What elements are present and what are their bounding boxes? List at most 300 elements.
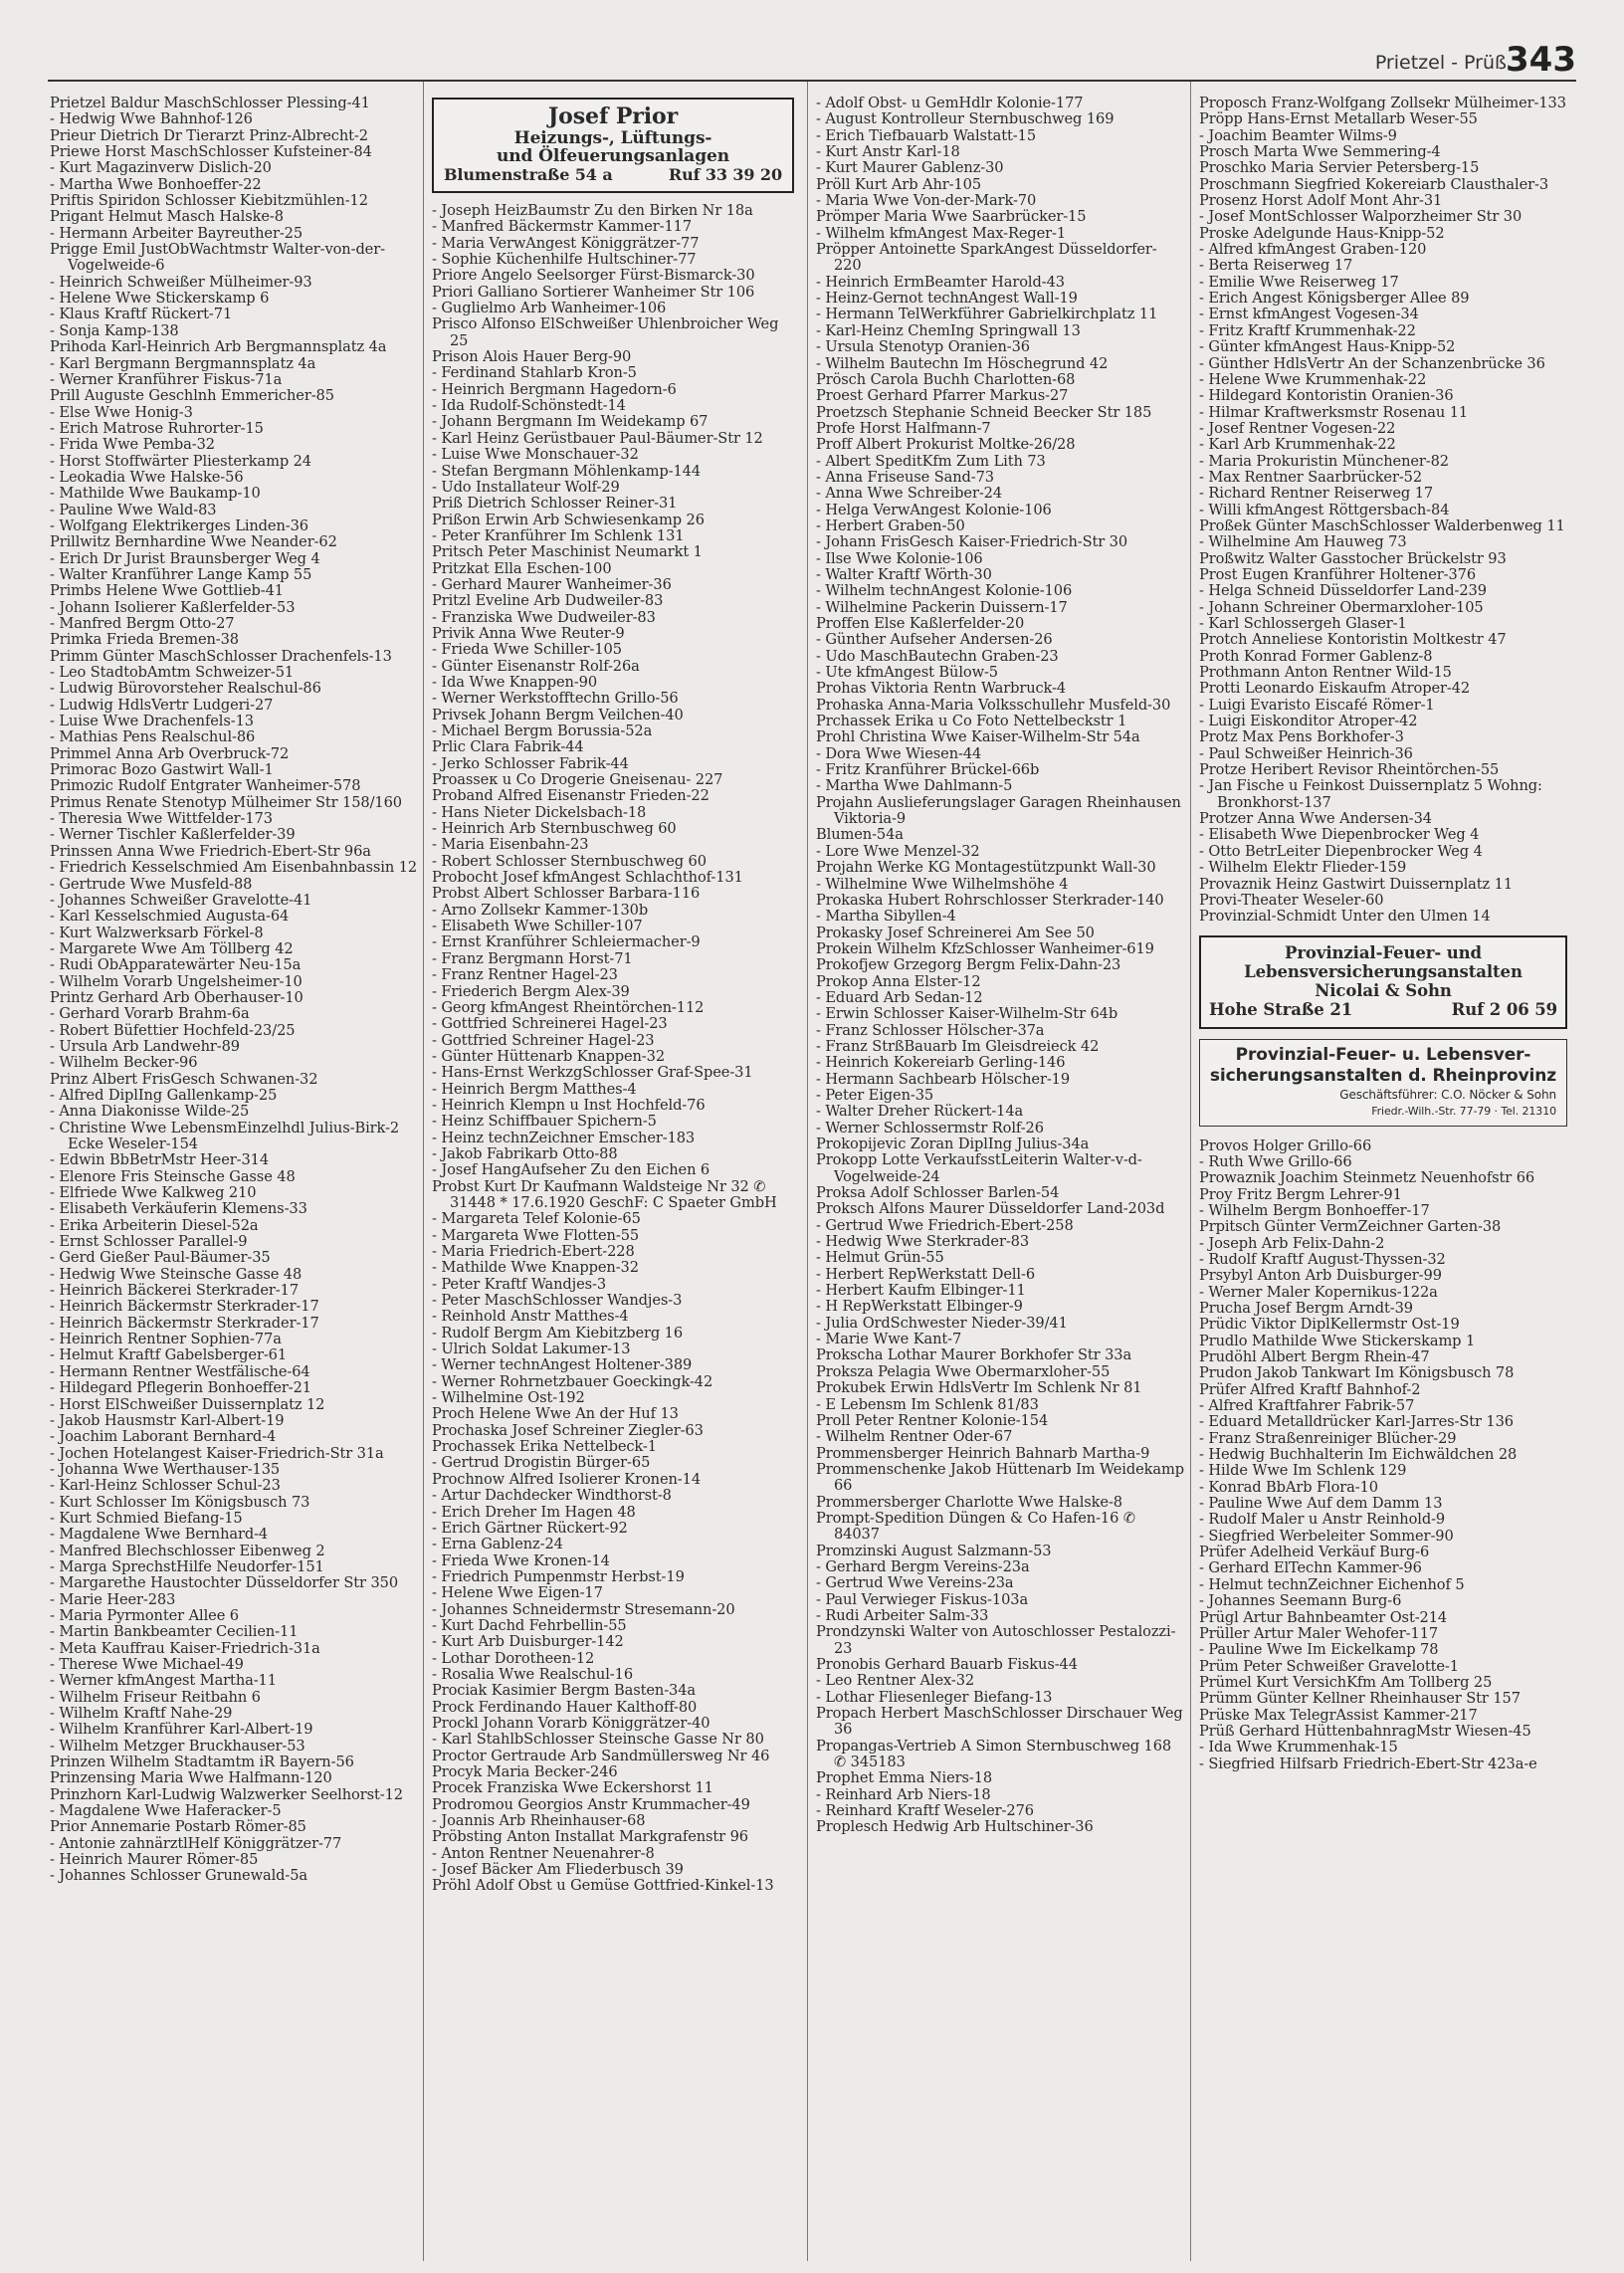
directory-entry: Pritsch Peter Maschinist Neumarkt 1: [432, 543, 703, 561]
directory-entry: Prokscha Lothar Maurer Borkhofer Str 33a: [816, 1346, 1132, 1364]
directory-entry: Primm Günter MaschSchlosser Drachenfels-13: [50, 647, 392, 665]
directory-entry: - Manfred Bäckermstr Kammer-117: [432, 218, 693, 236]
ad-line: Provinzial-Feuer- und: [1285, 942, 1482, 962]
directory-entry: - Ilse Wwe Kolonie-106: [816, 549, 983, 567]
directory-entry: - Gerhard Bergm Vereins-23a: [816, 1557, 1030, 1575]
directory-entry: - Jan Fische u Feinkost Duissernplatz 5 Wohng: Bronkhorst-137: [1199, 777, 1542, 811]
directory-entry: - Paul Verwieger Fiskus-103a: [816, 1590, 1029, 1608]
directory-entry: - Peter Eigen-35: [816, 1086, 934, 1104]
entry-list: [1199, 1138, 1567, 1772]
directory-entry: - Anna Diakonisse Wilde-25: [50, 1103, 250, 1121]
directory-entry: - Hermann TelWerkführer Gabrielkirchplatz 11: [816, 306, 1158, 323]
directory-entry: - Erich Matrose Ruhrorter-15: [50, 419, 264, 437]
directory-entry: Primbs Helene Wwe Gottlieb-41: [50, 582, 284, 600]
directory-entry: - Margareta Telef Kolonie-65: [432, 1210, 641, 1228]
directory-entry: - Kurt Walzwerksarb Förkel-8: [50, 924, 264, 941]
directory-entry: Probst Kurt Dr Kaufmann Waldsteige Nr 32 ✆ 31448 * 17.6.1920 GeschF: C Spaeter GmbH: [432, 1177, 777, 1211]
directory-entry: Proff Albert Prokurist Moltke-26/28: [816, 436, 1076, 454]
directory-entry: - Karl Kesselschmied Augusta-64: [50, 908, 290, 926]
directory-entry: - Maria Eisenbahn-23: [432, 836, 589, 854]
directory-entry: Prinz Albert FrisGesch Schwanen-32: [50, 1070, 318, 1088]
column-divider: [1190, 82, 1191, 2261]
directory-entry: - Gottfried Schreiner Hagel-23: [432, 1031, 655, 1049]
directory-entry: - Lothar Fliesenleger Biefang-13: [816, 1688, 1053, 1706]
directory-entry: - Luise Wwe Monschauer-32: [432, 446, 639, 464]
directory-entry: Primorac Bozo Gastwirt Wall-1: [50, 761, 274, 779]
directory-entry: Primozic Rudolf Entgrater Wanheimer-578: [50, 777, 361, 795]
directory-entry: Prost Eugen Kranführer Holtener-376: [1199, 565, 1477, 583]
directory-entry: Priewe Horst MaschSchlosser Kufsteiner-84: [50, 143, 372, 161]
directory-entry: - Ernst kfmAngest Vogesen-34: [1199, 306, 1419, 323]
directory-entry: Prüfer Alfred Kraftf Bahnhof-2: [1199, 1380, 1421, 1398]
directory-entry: Protch Anneliese Kontoristin Moltkestr 47: [1199, 631, 1507, 649]
directory-entry: Pröll Kurt Arb Ahr-105: [816, 175, 982, 193]
directory-entry: - Frieda Wwe Schiller-105: [432, 641, 622, 659]
directory-entry: Priori Galliano Sortierer Wanheimer Str 106: [432, 283, 755, 301]
directory-entry: - Ida Wwe Knappen-90: [432, 673, 598, 691]
directory-entry: Printz Gerhard Arb Oberhauser-10: [50, 988, 304, 1006]
directory-entry: Proctor Gertraude Arb Sandmüllersweg Nr 46: [432, 1747, 770, 1764]
directory-entry: - Gertrud Drogistin Bürger-65: [432, 1454, 651, 1472]
directory-entry: - Heinrich Schweißer Mülheimer-93: [50, 273, 312, 291]
directory-entry: - Ida Rudolf-Schönstedt-14: [432, 397, 626, 415]
directory-entry: - Heinz-Gernot technAngest Wall-19: [816, 290, 1078, 308]
directory-entry: - Günter Eisenanstr Rolf-26a: [432, 657, 640, 675]
directory-entry: Probocht Josef kfmAngest Schlachthof-131: [432, 869, 743, 887]
directory-entry: Proch Helene Wwe An der Huf 13: [432, 1405, 679, 1423]
directory-entry: - Konrad BbArb Flora-10: [1199, 1478, 1378, 1496]
directory-entry: - Heinrich Bäckermstr Sterkrader-17: [50, 1298, 319, 1316]
directory-entry: - Joachim Laborant Bernhard-4: [50, 1428, 277, 1446]
directory-entry: - Heinrich Bäckermstr Sterkrader-17: [50, 1314, 319, 1332]
directory-entry: Protzer Anna Wwe Andersen-34: [1199, 810, 1432, 828]
directory-entry: Protti Leonardo Eiskaufm Atroper-42: [1199, 680, 1471, 698]
directory-entry: Prohl Christina Wwe Kaiser-Wilhelm-Str 54a: [816, 728, 1140, 746]
directory-entry: - Gerd Gießer Paul-Bäumer-35: [50, 1249, 271, 1267]
directory-entry: Prüdic Viktor DiplKellermstr Ost-19: [1199, 1316, 1460, 1334]
running-head: Prietzel - Prüß: [1374, 52, 1507, 74]
directory-entry: - Friedrich Pumpenmstr Herbst-19: [432, 1567, 685, 1585]
column-divider: [423, 82, 424, 2261]
directory-entry: Prpitsch Günter VermZeichner Garten-38: [1199, 1218, 1502, 1236]
directory-entry: - Helga Schneid Düsseldorfer Land-239: [1199, 582, 1487, 600]
directory-entry: - Kurt Schmied Biefang-15: [50, 1509, 243, 1527]
directory-entry: - Heinrich Arb Sternbuschweg 60: [432, 820, 677, 838]
directory-entry: - Karl Schlossergeh Glaser-1: [1199, 615, 1407, 632]
directory-entry: - Werner Maler Kopernikus-122a: [1199, 1283, 1438, 1301]
directory-entry: Propangas-Vertrieb A Simon Sternbuschweg 168 ✆ 345183: [816, 1737, 1172, 1771]
directory-entry: - Manfred Blechschlosser Eibenweg 2: [50, 1542, 325, 1559]
directory-entry: - Stefan Bergmann Möhlenkamp-144: [432, 462, 702, 480]
directory-entry: - Horst ElSchweißer Duissernplatz 12: [50, 1395, 325, 1413]
directory-entry: Prudlo Mathilde Wwe Stickerskamp 1: [1199, 1332, 1476, 1349]
directory-entry: - Peter Kranführer Im Schlenk 131: [432, 526, 685, 544]
directory-entry: - Johann Isolierer Kaßlerfelder-53: [50, 598, 296, 616]
directory-entry: - Anna Wwe Schreiber-24: [816, 485, 1003, 503]
directory-entry: Prosenz Horst Adolf Mont Ahr-31: [1199, 192, 1443, 210]
directory-entry: - Frida Wwe Pemba-32: [50, 436, 215, 454]
directory-entry: - Karl StahlbSchlosser Steinsche Gasse Nr 80: [432, 1731, 764, 1749]
directory-entry: Prillwitz Bernhardine Wwe Neander-62: [50, 533, 337, 551]
ad-manager: Geschäftsführer: C.O. Nöcker & Sohn: [1339, 1087, 1556, 1102]
directory-entry: - Wolfgang Elektrikerges Linden-36: [50, 517, 308, 534]
directory-entry: Proske Adelgunde Haus-Knipp-52: [1199, 224, 1445, 242]
directory-entry: - Leo StadtobAmtm Schweizer-51: [50, 664, 295, 682]
directory-entry: - Wilhelm Rentner Oder-67: [816, 1428, 1013, 1446]
directory-entry: - Karl Arb Krummenhak-22: [1199, 436, 1396, 454]
directory-entry: - Manfred Bergm Otto-27: [50, 615, 235, 632]
directory-entry: - Maria Prokuristin Münchener-82: [1199, 452, 1449, 470]
directory-entry: - Karl Heinz Gerüstbauer Paul-Bäumer-Str 12: [432, 429, 763, 447]
directory-entry: Prinzensing Maria Wwe Halfmann-120: [50, 1769, 332, 1787]
directory-entry: - Arno Zollsekr Kammer-130b: [432, 901, 649, 919]
directory-entry: - Heinrich Bäckerei Sterkrader-17: [50, 1282, 300, 1300]
directory-entry: - Wilhelmine Ost-192: [432, 1389, 585, 1407]
entry-list: [1199, 96, 1567, 926]
directory-entry: - Erich Gärtner Rückert-92: [432, 1519, 628, 1537]
directory-entry: - Jakob Hausmstr Karl-Albert-19: [50, 1411, 285, 1429]
directory-entry: - Werner Werkstofftechn Grillo-56: [432, 690, 679, 708]
directory-entry: - Heinz technZeichner Emscher-183: [432, 1129, 696, 1146]
ad-line: Lebensversicherungsanstalten: [1244, 961, 1522, 981]
directory-entry: Proll Peter Rentner Kolonie-154: [816, 1411, 1049, 1429]
directory-entry: - Herbert Kaufm Elbinger-11: [816, 1282, 1026, 1300]
entry-list: [50, 96, 418, 1885]
directory-entry: - Siegfried Hilfsarb Friedrich-Ebert-Str 423a-e: [1199, 1755, 1537, 1772]
directory-entry: - Edwin BbBetrMstr Heer-314: [50, 1151, 270, 1169]
directory-entry: - Hans Nieter Dickelsbach-18: [432, 803, 647, 821]
directory-entry: Pröpper Antoinette SparkAngest Düsseldorfer-220: [816, 241, 1157, 275]
directory-entry: - Walter Kranführer Lange Kamp 55: [50, 565, 312, 583]
directory-entry: Prinzen Wilhelm Stadtamtm iR Bayern-56: [50, 1754, 354, 1771]
directory-entry: - Hans-Ernst WerkzgSchlosser Graf-Spee-31: [432, 1064, 753, 1082]
directory-entry: - Hermann Sachbearb Hölscher-19: [816, 1070, 1071, 1088]
directory-entry: Prüller Artur Maler Wehofer-117: [1199, 1624, 1439, 1642]
directory-entry: - Heinrich Rentner Sophien-77a: [50, 1331, 282, 1348]
directory-entry: - Peter MaschSchlosser Wandjes-3: [432, 1292, 683, 1310]
directory-entry: Profe Horst Halfmann-7: [816, 419, 991, 437]
directory-entry: - Rudi Arbeiter Salm-33: [816, 1606, 989, 1624]
directory-entry: - Willi kfmAngest Röttgersbach-84: [1199, 501, 1450, 518]
directory-entry: Prinzhorn Karl-Ludwig Walzwerker Seelhorst-12: [50, 1785, 403, 1803]
directory-entry: Prill Auguste Geschlnh Emmericher-85: [50, 387, 334, 405]
directory-entry: - Martin Bankbeamter Cecilien-11: [50, 1623, 299, 1641]
directory-entry: - Günther Aufseher Andersen-26: [816, 631, 1053, 649]
directory-entry: - Lothar Dorotheen-12: [432, 1649, 595, 1667]
directory-entry: - Maria Wwe Von-der-Mark-70: [816, 192, 1037, 210]
directory-entry: - Martha Sibyllen-4: [816, 908, 956, 926]
directory-entry: - Magdalene Wwe Haferacker-5: [50, 1802, 282, 1820]
directory-entry: - Robert Büfettier Hochfeld-23/25: [50, 1021, 296, 1039]
directory-entry: Pröhl Adolf Obst u Gemüse Gottfried-Kinkel-13: [432, 1877, 774, 1895]
directory-entry: - Pauline Wwe Wald-83: [50, 501, 217, 518]
directory-entry: - Walter Kraftf Wörth-30: [816, 565, 992, 583]
directory-entry: - Elisabeth Verkäuferin Klemens-33: [50, 1200, 307, 1218]
directory-entry: - Hermann Arbeiter Bayreuther-25: [50, 224, 304, 242]
directory-entry: - Mathilde Wwe Baukamp-10: [50, 485, 261, 503]
directory-entry: - Robert Schlosser Sternbuschweg 60: [432, 852, 707, 870]
directory-entry: - Rudolf Bergm Am Kiebitzberg 16: [432, 1324, 684, 1342]
directory-entry: Prokofjew Grzegorg Bergm Felix-Dahn-23: [816, 956, 1121, 974]
directory-entry: Protze Heribert Revisor Rheintörchen-55: [1199, 761, 1500, 779]
directory-entry: - Kurt Dachd Fehrbellin-55: [432, 1616, 627, 1634]
directory-entry: Proth Konrad Former Gablenz-8: [1199, 647, 1433, 665]
directory-entry: Prieur Dietrich Dr Tierarzt Prinz-Albrecht-2: [50, 126, 368, 144]
directory-entry: Proposch Franz-Wolfgang Zollsekr Mülheimer-133: [1199, 95, 1566, 111]
directory-entry: Prociak Kasimier Bergm Basten-34a: [432, 1682, 696, 1700]
directory-entry: - Alfred DiplIng Gallenkamp-25: [50, 1086, 278, 1104]
page-number: 343: [1506, 40, 1576, 80]
directory-entry: - Hilde Wwe Im Schlenk 129: [1199, 1462, 1407, 1480]
directory-entry: - Franz StrßBauarb Im Gleisdreieck 42: [816, 1037, 1100, 1055]
directory-entry: Prüm Peter Schweißer Gravelotte-1: [1199, 1657, 1459, 1675]
directory-entry: - Wilhelm Bergm Bonhoeffer-17: [1199, 1201, 1430, 1219]
directory-entry: Pritzkat Ella Eschen-100: [432, 559, 612, 577]
directory-entry: - Max Rentner Saarbrücker-52: [1199, 468, 1423, 486]
directory-entry: - Walter Dreher Rückert-14a: [816, 1103, 1024, 1121]
directory-entry: - Gerhard Vorarb Brahm-6a: [50, 1005, 250, 1023]
ad-address: Hohe Straße 21: [1209, 999, 1353, 1019]
ad-phone: Ruf 33 39 20: [668, 165, 782, 184]
directory-entry: Prohas Viktoria Rentn Warbruck-4: [816, 680, 1067, 698]
directory-entry: - Johannes Seemann Burg-6: [1199, 1592, 1402, 1610]
directory-entry: - Reinhold Anstr Matthes-4: [432, 1308, 629, 1326]
directory-entry: Proksa Adolf Schlosser Barlen-54: [816, 1184, 1060, 1202]
directory-entry: - Anton Rentner Neuenahrer-8: [432, 1844, 655, 1862]
directory-entry: - Guglielmo Arb Wanheimer-106: [432, 300, 667, 317]
directory-entry: - Hildegard Kontoristin Oranien-36: [1199, 387, 1454, 405]
directory-entry: - Heinrich Kokereiarb Gerling-146: [816, 1054, 1066, 1072]
directory-entry: Prchassek Erika u Co Foto Nettelbeckstr 1: [816, 713, 1127, 730]
directory-entry: - Wilhelm Bautechn Im Höschegrund 42: [816, 354, 1109, 372]
directory-entry: Prinssen Anna Wwe Friedrich-Ebert-Str 96a: [50, 842, 371, 860]
directory-entry: - Johann Bergmann Im Weidekamp 67: [432, 413, 709, 431]
directory-entry: Proetzsch Stephanie Schneid Beecker Str 185: [816, 403, 1152, 421]
directory-entry: Prudon Jakob Tankwart Im Königsbusch 78: [1199, 1364, 1515, 1382]
directory-entry: - Eduard Arb Sedan-12: [816, 988, 983, 1006]
directory-entry: - Wilhelmine Wwe Wilhelmshöhe 4: [816, 875, 1069, 893]
directory-entry: Proasseк u Co Drogerie Gneisenau- 227: [432, 771, 723, 789]
directory-entry: - Jerko Schlosser Fabrik-44: [432, 754, 629, 772]
directory-entry: Prügl Artur Bahnbeamter Ost-214: [1199, 1608, 1448, 1626]
directory-entry: - Helene Wwe Eigen-17: [432, 1584, 603, 1602]
directory-entry: - Gertrud Wwe Vereins-23a: [816, 1574, 1014, 1592]
directory-entry: Primmel Anna Arb Overbruck-72: [50, 744, 290, 762]
directory-entry: - Karl-Heinz Schlosser Schul-23: [50, 1477, 281, 1495]
directory-entry: - Erich Angest Königsberger Allee 89: [1199, 290, 1470, 308]
directory-entry: - Siegfried Werbeleiter Sommer-90: [1199, 1527, 1454, 1545]
directory-entry: - Heinrich Bergmann Hagedorn-6: [432, 380, 677, 398]
directory-entry: - Anna Friseuse Sand-73: [816, 468, 994, 486]
directory-entry: - Heinrich Maurer Römer-85: [50, 1851, 259, 1869]
directory-entry: - Werner Tischler Kaßlerfelder-39: [50, 826, 296, 844]
directory-entry: - Werner Rohrnetzbauer Goeckingk-42: [432, 1372, 713, 1390]
directory-entry: - Johann FrisGesch Kaiser-Friedrich-Str 30: [816, 533, 1128, 551]
directory-entry: - Franz Straßenreiniger Blücher-29: [1199, 1429, 1457, 1447]
directory-entry: - Johanna Wwe Werthauser-135: [50, 1460, 281, 1478]
directory-entry: - Kurt Magazinverw Dislich-20: [50, 159, 272, 177]
directory-entry: - Josef HangAufseher Zu den Eichen 6: [432, 1161, 710, 1179]
directory-entry: Proschko Maria Servier Petersberg-15: [1199, 159, 1480, 177]
directory-entry: - Erich Dreher Im Hagen 48: [432, 1503, 636, 1521]
directory-entry: - Peter Kraftf Wandjes-3: [432, 1275, 607, 1293]
directory-entry: Prokein Wilhelm KfzSchlosser Wanheimer-619: [816, 939, 1154, 957]
directory-entry: - Horst Stoffwärter Pliesterkamp 24: [50, 452, 311, 470]
directory-entry: - Mathias Pens Realschul-86: [50, 728, 256, 746]
directory-entry: Prior Annemarie Postarb Römer-85: [50, 1818, 306, 1836]
advertisement-josef-prior: [432, 98, 794, 193]
directory-entry: - Leo Rentner Alex-32: [816, 1672, 975, 1690]
directory-entry: - Pauline Wwe Auf dem Damm 13: [1199, 1495, 1443, 1513]
directory-entry: - Joachim Beamter Wilms-9: [1199, 126, 1397, 144]
directory-entry: - Hilmar Kraftwerksmstr Rosenau 11: [1199, 403, 1469, 421]
directory-entry: - Werner kfmAngest Martha-11: [50, 1672, 277, 1690]
directory-entry: - Elisabeth Wwe Schiller-107: [432, 918, 643, 935]
directory-entry: - Ludwig Bürovorsteher Realschul-86: [50, 680, 321, 698]
directory-entry: - Wilhelm Metzger Bruckhauser-53: [50, 1737, 305, 1755]
directory-entry: Prokop Anna Elster-12: [816, 972, 981, 990]
directory-entry: - Ernst Kranführer Schleiermacher-9: [432, 933, 701, 951]
directory-entry: Prohaska Anna-Maria Volksschullehr Musfeld-30: [816, 696, 1171, 714]
directory-entry: - Christine Wwe LebensmEinzelhdl Julius-Birk-2 Ecke Weseler-154: [50, 1119, 400, 1152]
directory-entry: - Kurt Arb Duisburger-142: [432, 1633, 624, 1651]
directory-entry: Prokubek Erwin HdlsVertr Im Schlenk Nr 81: [816, 1379, 1142, 1397]
directory-entry: - Luigi Eiskonditor Atroper-42: [1199, 713, 1418, 730]
directory-entry: - Rudolf Kraftf August-Thyssen-32: [1199, 1250, 1446, 1268]
directory-entry: - E Lebensm Im Schlenk 81/83: [816, 1395, 1039, 1413]
ad-service-line: Heizungs-, Lüftungs-: [513, 128, 712, 148]
directory-entry: - Joseph Arb Felix-Dahn-2: [1199, 1234, 1385, 1252]
directory-entry: - Hedwig Buchhalterin Im Eichwäldchen 28: [1199, 1446, 1518, 1464]
directory-entry: - Helene Wwe Stickerskamp 6: [50, 290, 270, 308]
directory-entry: - Johannes Schlosser Grunewald-5a: [50, 1867, 308, 1885]
ad-phone: Ruf 2 06 59: [1451, 999, 1557, 1019]
directory-entry: - Helga VerwAngest Kolonie-106: [816, 501, 1052, 518]
directory-entry: - Albert SpeditKfm Zum Lith 73: [816, 452, 1046, 470]
directory-entry: - Joseph HeizBaumstr Zu den Birken Nr 18a: [432, 202, 753, 219]
directory-entry: - Kurt Anstr Karl-18: [816, 143, 960, 161]
directory-entry: - Joannis Arb Rheinhauser-68: [432, 1812, 646, 1830]
directory-entry: - Erich Tiefbauarb Walstatt-15: [816, 126, 1037, 144]
directory-entry: - Heinrich ErmBeamter Harold-43: [816, 273, 1065, 291]
directory-column-3: [816, 96, 1184, 1836]
directory-entry: - Hildegard Pflegerin Bonhoeffer-21: [50, 1379, 311, 1397]
directory-entry: - Rosalia Wwe Realschul-16: [432, 1665, 633, 1683]
directory-entry: Prokopp Lotte VerkaufsstLeiterin Walter-v-d-Vogelweide-24: [816, 1151, 1142, 1185]
directory-entry: - Friedrich Kesselschmied Am Eisenbahnbassin 12: [50, 859, 418, 877]
directory-entry: - Wilhelm kfmAngest Max-Reger-1: [816, 224, 1067, 242]
directory-entry: Pronobis Gerhard Bauarb Fiskus-44: [816, 1656, 1078, 1673]
directory-entry: - Helmut technZeichner Eichenhof 5: [1199, 1575, 1465, 1593]
directory-entry: Prisco Alfonso ElSchweißer Uhlenbroicher Weg 25: [432, 315, 779, 349]
ad-service-line: und Ölfeuerungsanlagen: [497, 146, 729, 166]
directory-entry: - Margareta Wwe Flotten-55: [432, 1226, 640, 1244]
directory-entry: - Georg kfmAngest Rheintörchen-112: [432, 998, 705, 1016]
directory-entry: Protz Max Pens Borkhofer-3: [1199, 728, 1404, 746]
directory-entry: - Ruth Wwe Grillo-66: [1199, 1152, 1352, 1170]
ad-address: Friedr.-Wilh.-Str. 77-79 · Tel. 21310: [1371, 1104, 1556, 1118]
directory-entry: - Antonie zahnärztlHelf Königgrätzer-77: [50, 1834, 342, 1852]
directory-entry: - Artur Dachdecker Windthorst-8: [432, 1487, 672, 1505]
directory-entry: - Jakob Fabrikarb Otto-88: [432, 1144, 618, 1162]
directory-entry: - Heinrich Bergm Matthes-4: [432, 1080, 637, 1098]
directory-entry: Prümel Kurt VersichKfm Am Tollberg 25: [1199, 1673, 1493, 1691]
directory-entry: - Berta Reiserweg 17: [1199, 257, 1353, 275]
directory-entry: - Wilhelm Friseur Reitbahn 6: [50, 1688, 261, 1706]
directory-entry: - Elisabeth Wwe Diepenbrocker Weg 4: [1199, 826, 1480, 844]
directory-entry: - Ernst Schlosser Parallel-9: [50, 1233, 248, 1251]
directory-entry: - Elfriede Wwe Kalkweg 210: [50, 1184, 257, 1202]
directory-entry: - Marga SprechstHilfe Neudorfer-151: [50, 1557, 324, 1575]
directory-entry: Provaznik Heinz Gastwirt Duissernplatz 11: [1199, 875, 1514, 893]
directory-entry: Primka Frieda Bremen-38: [50, 631, 239, 649]
directory-entry: Projahn Werke KG Montagestützpunkt Wall-30: [816, 859, 1156, 877]
directory-entry: - Paul Schweißer Heinrich-36: [1199, 744, 1413, 762]
directory-entry: Prothmann Anton Rentner Wild-15: [1199, 664, 1452, 682]
directory-entry: - Hedwig Wwe Sterkrader-83: [816, 1233, 1030, 1251]
directory-entry: - Heinrich Klempn u Inst Hochfeld-76: [432, 1096, 706, 1114]
directory-entry: - Josef Rentner Vogesen-22: [1199, 419, 1396, 437]
directory-entry: - Karl-Heinz ChemIng Springwall 13: [816, 321, 1081, 339]
directory-entry: Prowaznik Joachim Steinmetz Neuenhofstr 66: [1199, 1169, 1535, 1187]
directory-entry: Prömper Maria Wwe Saarbrücker-15: [816, 208, 1087, 226]
directory-entry: Provi-Theater Weseler-60: [1199, 891, 1384, 909]
directory-entry: - Erich Dr Jurist Braunsberger Weg 4: [50, 549, 320, 567]
directory-entry: - Ursula Arb Landwehr-89: [50, 1037, 240, 1055]
entry-list: [816, 96, 1184, 1836]
directory-entry: Procek Franziska Wwe Eckershorst 11: [432, 1779, 713, 1797]
advertisement-provinzial-nicolai: [1199, 935, 1567, 1029]
directory-entry: Prigant Helmut Masch Halske-8: [50, 208, 284, 226]
directory-entry: - Michael Bergm Borussia-52a: [432, 723, 653, 739]
directory-entry: - Adolf Obst- u GemHdlr Kolonie-177: [816, 95, 1084, 111]
directory-entry: - Margarete Wwe Am Töllberg 42: [50, 939, 294, 957]
directory-entry: - Otto BetrLeiter Diepenbrocker Weg 4: [1199, 842, 1483, 860]
directory-entry: Prlic Clara Fabrik-44: [432, 738, 584, 756]
directory-entry: Prommersberger Charlotte Wwe Halske-8: [816, 1493, 1122, 1511]
directory-entry: Prucha Josef Bergm Arndt-39: [1199, 1299, 1413, 1317]
directory-entry: - Gerhard ElTechn Kammer-96: [1199, 1559, 1422, 1577]
directory-entry: - Alfred kfmAngest Graben-120: [1199, 241, 1427, 259]
entry-list: [432, 203, 800, 1895]
directory-entry: Prißon Erwin Arb Schwiesenkamp 26: [432, 511, 705, 528]
directory-entry: - Reinhard Kraftf Weseler-276: [816, 1802, 1034, 1820]
directory-entry: Proffen Else Kaßlerfelder-20: [816, 615, 1025, 632]
directory-entry: Prompt-Spedition Düngen & Co Hafen-16 ✆ 84037: [816, 1509, 1135, 1544]
directory-entry: - Helene Wwe Krummenhak-22: [1199, 370, 1427, 388]
directory-entry: Prommensberger Heinrich Bahnarb Martha-9: [816, 1444, 1150, 1462]
directory-entry: Proplesch Hedwig Arb Hultschiner-36: [816, 1818, 1094, 1836]
directory-entry: - Werner Schlossermstr Rolf-26: [816, 1119, 1044, 1136]
directory-entry: - Lore Wwe Menzel-32: [816, 842, 980, 860]
directory-entry: Pröbsting Anton Installat Markgrafenstr 96: [432, 1828, 748, 1846]
directory-entry: - Magdalene Wwe Bernhard-4: [50, 1526, 269, 1544]
directory-entry: - Erna Gablenz-24: [432, 1536, 563, 1553]
directory-entry: - Günter kfmAngest Haus-Knipp-52: [1199, 338, 1456, 356]
directory-entry: Prochaska Josef Schreiner Ziegler-63: [432, 1421, 704, 1439]
directory-entry: - Udo Installateur Wolf-29: [432, 478, 620, 496]
directory-entry: - Gertrude Wwe Musfeld-88: [50, 875, 253, 893]
directory-entry: - Maria Pyrmonter Allee 6: [50, 1606, 239, 1624]
directory-entry: Priß Dietrich Schlosser Reiner-31: [432, 495, 678, 513]
directory-entry: Procyk Maria Becker-246: [432, 1763, 618, 1780]
directory-entry: - Johann Schreiner Obermarxloher-105: [1199, 598, 1484, 616]
directory-entry: - Richard Rentner Reiserweg 17: [1199, 485, 1434, 503]
directory-entry: Propach Herbert MaschSchlosser Dirschauer Weg 36: [816, 1705, 1183, 1739]
directory-entry: - Hermann Rentner Westfälische-64: [50, 1362, 310, 1380]
directory-entry: - Franz Rentner Hagel-23: [432, 966, 618, 984]
directory-entry: Pröpp Hans-Ernst Metallarb Weser-55: [1199, 110, 1478, 128]
